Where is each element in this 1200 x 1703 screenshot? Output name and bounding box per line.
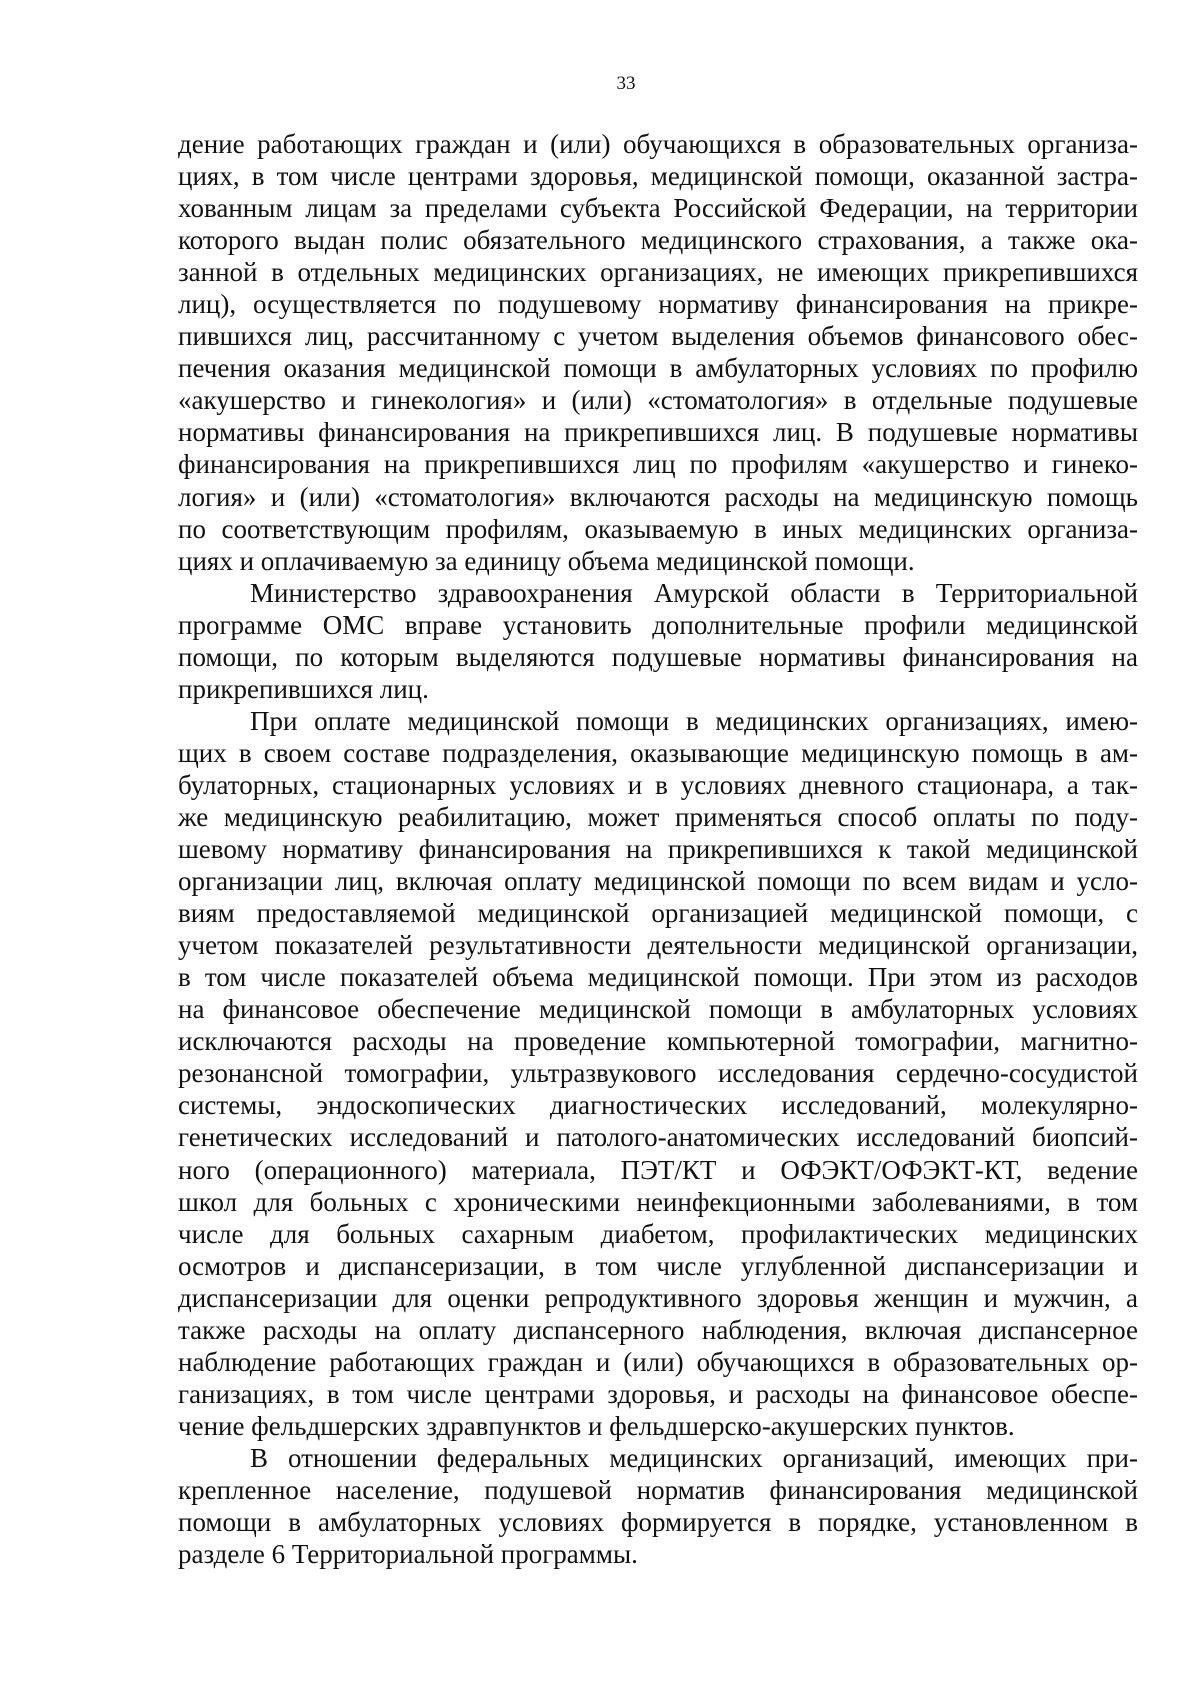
text-line: диспансеризации для оценки репродуктивного здоровья женщин и мужчин, а bbox=[178, 1282, 1138, 1313]
paragraph bbox=[178, 705, 1138, 1442]
text-line: печения оказания медицинской помощи в амбулаторных условиях по профилю bbox=[178, 353, 1138, 384]
text-line: ного (операционного) материала, ПЭТ/КТ и ОФЭКТ/ОФЭКТ-КТ, ведение bbox=[178, 1154, 1138, 1185]
text-line: чение фельдшерских здравпунктов и фельдшерско-акушерских пунктов. bbox=[178, 1410, 1015, 1441]
text-line: ганизациях, в том числе центрами здоровья, и расходы на финансовое обеспе- bbox=[178, 1378, 1138, 1409]
text-line: разделе 6 Территориальной программы. bbox=[178, 1539, 638, 1570]
text-line: генетических исследований и патолого-анатомических исследований биопсий- bbox=[178, 1122, 1138, 1153]
text-line: лиц), осуществляется по подушевому нормативу финансирования на прикре- bbox=[178, 289, 1138, 320]
text-line: системы, эндоскопических диагностических исследований, молекулярно- bbox=[178, 1090, 1138, 1121]
text-line: также расходы на оплату диспансерного наблюдения, включая диспансерное bbox=[178, 1314, 1138, 1345]
page-number: 33 bbox=[616, 73, 636, 94]
text-line: Министерство здравоохранения Амурской области в Территориальной bbox=[250, 577, 1138, 608]
text-line: исключаются расходы на проведение компьютерной томографии, магнитно- bbox=[178, 1026, 1138, 1057]
paragraph bbox=[178, 577, 1138, 705]
text-line: циях, в том числе центрами здоровья, медицинской помощи, оказанной застра- bbox=[178, 161, 1138, 192]
text-line: программе ОМС вправе установить дополнительные профили медицинской bbox=[178, 609, 1138, 640]
text-line: в том числе показателей объема медицинской помощи. При этом из расходов bbox=[178, 962, 1138, 993]
text-line: же медицинскую реабилитацию, может применяться способ оплаты по поду- bbox=[178, 801, 1138, 832]
text-line: пившихся лиц, рассчитанному с учетом выделения объемов финансового обес- bbox=[178, 321, 1138, 352]
text-line: организации лиц, включая оплату медицинской помощи по всем видам и усло- bbox=[178, 866, 1138, 897]
text-line: занной в отдельных медицинских организациях, не имеющих прикрепившихся bbox=[178, 257, 1138, 288]
text-line: логия» и (или) «стоматология» включаются расходы на медицинскую помощь bbox=[178, 481, 1138, 512]
text-line: финансирования на прикрепившихся лиц по профилям «акушерство и гинеко- bbox=[178, 449, 1138, 480]
text-line: циях и оплачиваемую за единицу объема медицинской помощи. bbox=[178, 545, 915, 576]
text-line: прикрепившихся лиц. bbox=[178, 673, 429, 704]
text-line: наблюдение работающих граждан и (или) обучающихся в образовательных ор- bbox=[178, 1346, 1138, 1377]
text-line: виям предоставляемой медицинской организацией медицинской помощи, с bbox=[178, 898, 1138, 929]
text-line: хованным лицам за пределами субъекта Российской Федерации, на территории bbox=[178, 193, 1138, 224]
text-line: осмотров и диспансеризации, в том числе углубленной диспансеризации и bbox=[178, 1250, 1138, 1281]
paragraph bbox=[178, 1442, 1138, 1570]
text-line: В отношении федеральных медицинских организаций, имеющих при- bbox=[250, 1442, 1138, 1473]
text-line: «акушерство и гинекология» и (или) «стоматология» в отдельные подушевые bbox=[178, 385, 1138, 416]
text-line: щих в своем составе подразделения, оказывающие медицинскую помощь в ам- bbox=[178, 737, 1138, 768]
text-line: школ для больных с хроническими неинфекционными заболеваниями, в том bbox=[178, 1186, 1138, 1217]
text-line: по соответствующим профилям, оказываемую в иных медицинских организа- bbox=[178, 513, 1138, 544]
text-line: При оплате медицинской помощи в медицинских организациях, имею- bbox=[250, 705, 1138, 736]
text-line: нормативы финансирования на прикрепившихся лиц. В подушевые нормативы bbox=[178, 417, 1138, 448]
text-line: дение работающих граждан и (или) обучающихся в образовательных организа- bbox=[178, 129, 1138, 159]
text-line: помощи в амбулаторных условиях формируется в порядке, установленном в bbox=[178, 1507, 1138, 1538]
document-body bbox=[178, 128, 1138, 1570]
paragraph bbox=[178, 128, 1138, 577]
text-line: числе для больных сахарным диабетом, профилактических медицинских bbox=[178, 1218, 1138, 1249]
text-line: резонансной томографии, ультразвукового исследования сердечно-сосудистой bbox=[178, 1058, 1138, 1089]
text-line: булаторных, стационарных условиях и в условиях дневного стационара, а так- bbox=[178, 769, 1138, 800]
text-line: крепленное население, подушевой норматив финансирования медицинской bbox=[178, 1474, 1138, 1505]
text-line: помощи, по которым выделяются подушевые нормативы финансирования на bbox=[178, 641, 1138, 672]
text-line: шевому нормативу финансирования на прикрепившихся к такой медицинской bbox=[178, 834, 1138, 865]
text-line: на финансовое обеспечение медицинской помощи в амбулаторных условиях bbox=[178, 994, 1138, 1025]
text-line: которого выдан полис обязательного медицинского страхования, а также ока- bbox=[178, 225, 1138, 256]
text-line: учетом показателей результативности деятельности медицинской организации, bbox=[178, 930, 1138, 961]
